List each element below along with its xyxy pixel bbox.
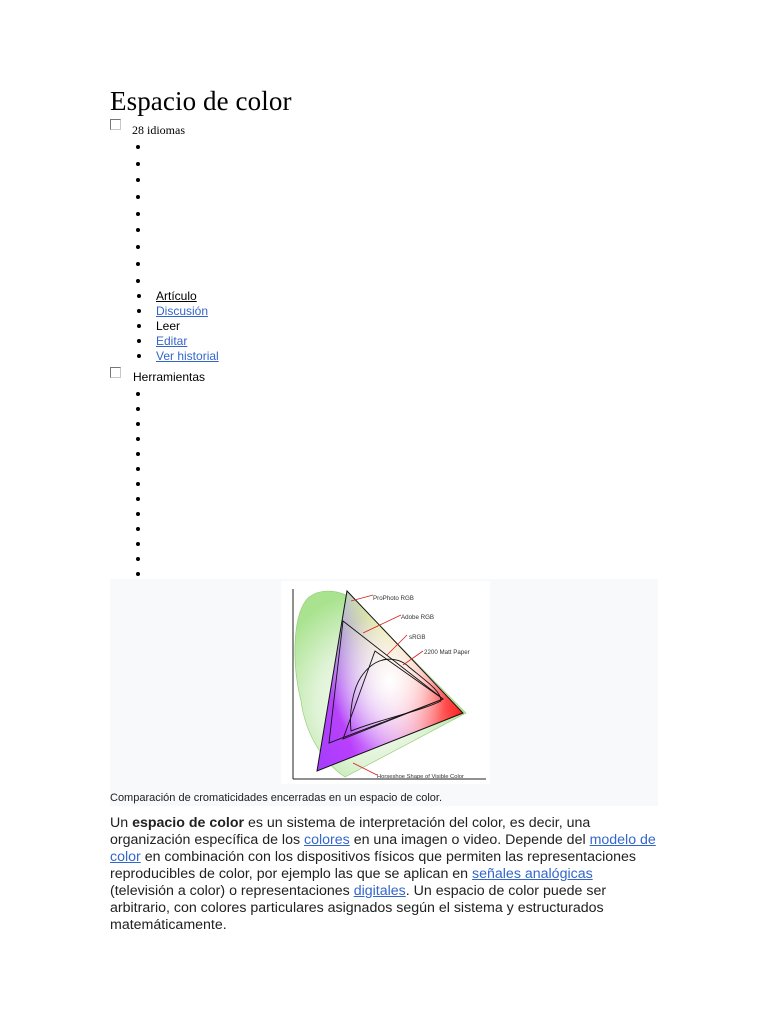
tools-label[interactable]: Herramientas [133,370,206,384]
tab-ver-historial-link[interactable]: Ver historial [156,349,219,363]
figure-caption: Comparación de cromaticidades encerradas en un espacio de color. [110,792,443,804]
link-digitales[interactable]: digitales [353,883,406,899]
label-prophoto: ProPhoto RGB [373,595,414,602]
term-espacio-de-color: espacio de color [132,815,245,831]
tab-leer-label[interactable]: Leer [156,319,181,333]
label-srgb: sRGB [409,634,426,641]
label-adobe: Adobe RGB [401,614,435,621]
page-tabs [156,289,208,319]
label-horseshoe: Horseshoe Shape of Visible Color [377,774,464,780]
para-text-5: (televisión a color) o representaciones [110,883,354,899]
link-modelo-de-color[interactable]: modelo de color [110,832,656,865]
tools-checkbox[interactable] [110,367,121,378]
intro-paragraph [110,815,658,934]
page-title: Espacio de color [110,86,292,116]
gamut-diagram-svg [281,581,490,784]
link-senales-analogicas[interactable]: señales analógicas [472,866,593,882]
tab-editar[interactable] [156,334,219,349]
tab-articulo[interactable] [156,289,208,304]
tab-editar-link[interactable]: Editar [156,334,188,348]
languages-checkbox[interactable] [110,119,121,130]
para-text-6: . Un espacio de color puede ser arbitrario, con colores particulares asignados según el sistema y estructurados matemáticamente. [110,883,607,933]
label-matt: 2200 Matt Paper [424,649,470,656]
view-tabs [156,319,219,364]
tab-leer[interactable] [156,319,219,334]
para-text-1: Un [110,815,133,831]
tab-discusion-link[interactable]: Discusión [156,304,209,318]
link-colores[interactable]: colores [304,832,350,848]
para-text-2: es un sistema de interpretación del color, es decir, una organización específica de los [110,815,591,848]
para-text-3: en una imagen o video. Depende del [349,832,590,848]
para-text-4: en combinación con los dispositivos físicos que permiten las representaciones reproducibles de color, por ejemplo las que se aplican en [110,849,637,882]
figure [110,579,658,806]
cie-gamut-diagram[interactable] [281,581,490,784]
tab-discusion[interactable] [156,304,208,319]
tab-articulo-link[interactable]: Artículo [156,289,197,303]
tab-ver-historial[interactable] [156,349,219,364]
languages-label[interactable]: 28 idiomas [132,123,185,137]
